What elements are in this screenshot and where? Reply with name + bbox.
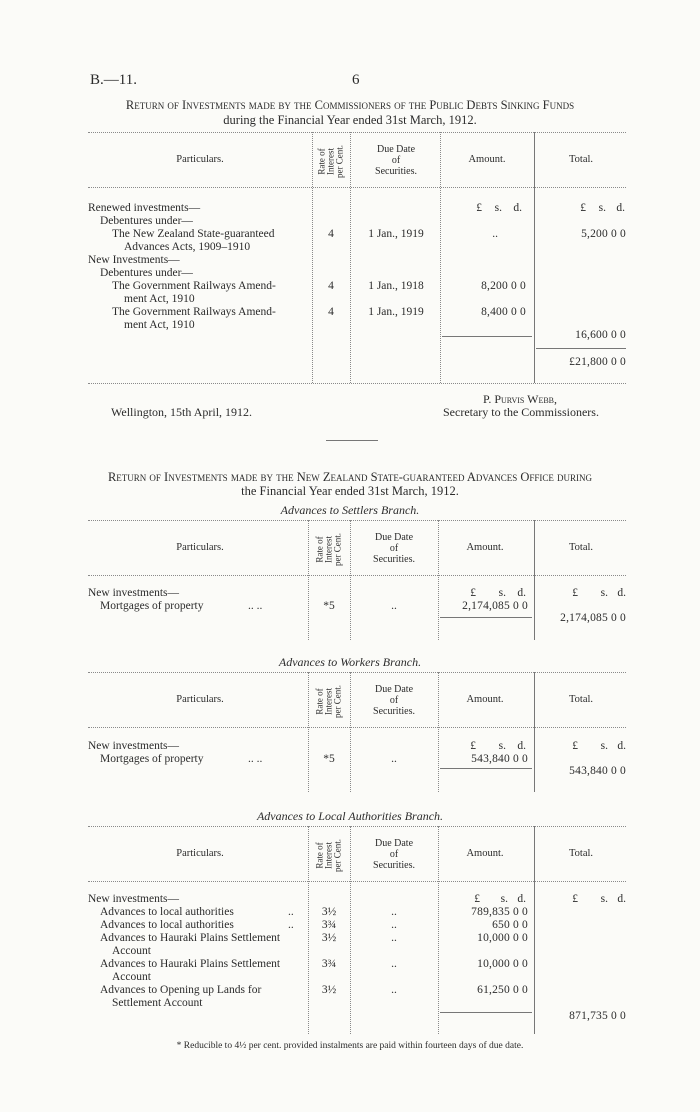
branch-total-row: 543,840 0 0 xyxy=(569,765,626,777)
column-total: Total. xyxy=(568,542,594,553)
table-row: The Government Railways Amend- 4 1 Jan., 1919 8,400 0 0 xyxy=(112,306,526,318)
branch-total-row: 2,174,085 0 0 xyxy=(560,612,626,624)
workers-branch-table xyxy=(88,672,626,792)
table-row: ment Act, 1910 xyxy=(124,319,195,331)
table-row: Debentures under— xyxy=(100,267,193,279)
table-row: ment Act, 1910 xyxy=(124,293,195,305)
currency-row: £ s. d. £ s. d. xyxy=(476,202,625,214)
table-row: New Investments— xyxy=(88,254,180,266)
currency-row: £ s. d. £ s. d. xyxy=(470,587,626,599)
section1-title-line1: Return of Investments made by the Commissioners of the Public Debts Sinking Funds xyxy=(125,98,575,112)
section2-title-line1: Return of Investments made by the New Zealand State-guaranteed Advances Office during xyxy=(107,470,593,484)
page-number: 6 xyxy=(352,72,360,88)
column-amount: Amount. xyxy=(468,154,506,165)
signature-title: Secretary to the Commissioners. xyxy=(443,405,599,419)
section2-title-line2: the Financial Year ended 31st March, 1912. xyxy=(241,484,459,498)
table-row: Advances to Opening up Lands for 3½ .. 61,250 0 0 xyxy=(100,984,528,996)
local-authorities-branch-subtitle: Advances to Local Authorities Branch. xyxy=(256,809,444,823)
workers-branch-subtitle: Advances to Workers Branch. xyxy=(278,655,422,669)
section1-title-line2: during the Financial Year ended 31st March, 1912. xyxy=(223,113,477,127)
table-row: Account xyxy=(112,971,151,983)
table-row: The Government Railways Amend- 4 1 Jan., 1918 8,200 0 0 xyxy=(112,280,526,292)
column-particulars: Particulars. xyxy=(176,848,224,859)
branch-total-row: 871,735 0 0 xyxy=(569,1010,626,1022)
table-row: Advances Acts, 1909–1910 xyxy=(124,241,251,253)
column-particulars: Particulars. xyxy=(176,154,224,165)
column-total: Total. xyxy=(568,694,594,705)
table-row: Account xyxy=(112,945,151,957)
footnote: * Reducible to 4½ per cent. provided instalments are paid within fourteen days of due date. xyxy=(176,1041,524,1051)
settlers-branch-subtitle: Advances to Settlers Branch. xyxy=(280,503,420,517)
column-due-date: Due Date of Securities. xyxy=(373,684,415,717)
subtotal-row: 16,600 0 0 xyxy=(575,329,626,341)
signature-place-date: Wellington, 15th April, 1912. xyxy=(111,405,253,419)
sinking-funds-table xyxy=(88,132,626,384)
column-rate: Rate of Interest per Cent. xyxy=(314,685,343,718)
column-amount: Amount. xyxy=(466,848,504,859)
table-row: Advances to local authorities .. 3½ .. 789,835 0 0 xyxy=(100,906,528,918)
grand-total-row: £21,800 0 0 xyxy=(569,356,626,368)
table-row: New investments— xyxy=(88,587,180,599)
column-rate: Rate of Interest per Cent. xyxy=(316,145,345,178)
column-rate: Rate of Interest per Cent. xyxy=(314,839,343,872)
column-amount: Amount. xyxy=(466,694,504,705)
column-total: Total. xyxy=(568,154,594,165)
local-authorities-branch-table xyxy=(88,826,626,1034)
table-row: Mortgages of property .. .. *5 .. 2,174,085 0 0 xyxy=(100,600,528,612)
table-row: New investments— xyxy=(88,893,180,905)
currency-row: £ s. d. £ s. d. xyxy=(474,893,626,905)
column-rate: Rate of Interest per Cent. xyxy=(314,533,343,566)
signature-name: P. Purvis Webb, xyxy=(482,392,558,406)
section-divider xyxy=(326,440,378,441)
table-row: Advances to Hauraki Plains Settlement 3¾ .. 10,000 0 0 xyxy=(100,958,528,970)
column-due-date: Due Date of Securities. xyxy=(375,144,417,177)
table-row: Debentures under— xyxy=(100,215,193,227)
table-row: Settlement Account xyxy=(112,997,203,1009)
table-row: The New Zealand State-guaranteed 4 1 Jan., 1919 .. 5,200 0 0 xyxy=(112,228,626,240)
table-row: Mortgages of property .. .. *5 .. 543,840 0 0 xyxy=(100,753,528,765)
document-reference: B.—11. xyxy=(90,72,137,88)
column-due-date: Due Date of Securities. xyxy=(373,838,415,871)
column-amount: Amount. xyxy=(466,542,504,553)
settlers-branch-table xyxy=(88,520,626,640)
table-row: Advances to Hauraki Plains Settlement 3½ .. 10,000 0 0 xyxy=(100,932,528,944)
table-row: Advances to local authorities .. 3¾ .. 650 0 0 xyxy=(100,919,528,931)
currency-row: £ s. d. £ s. d. xyxy=(470,740,626,752)
column-total: Total. xyxy=(568,848,594,859)
column-due-date: Due Date of Securities. xyxy=(373,532,415,565)
column-particulars: Particulars. xyxy=(176,694,224,705)
table-row: New investments— xyxy=(88,740,180,752)
column-particulars: Particulars. xyxy=(176,542,224,553)
table-row: Renewed investments— xyxy=(88,202,201,214)
